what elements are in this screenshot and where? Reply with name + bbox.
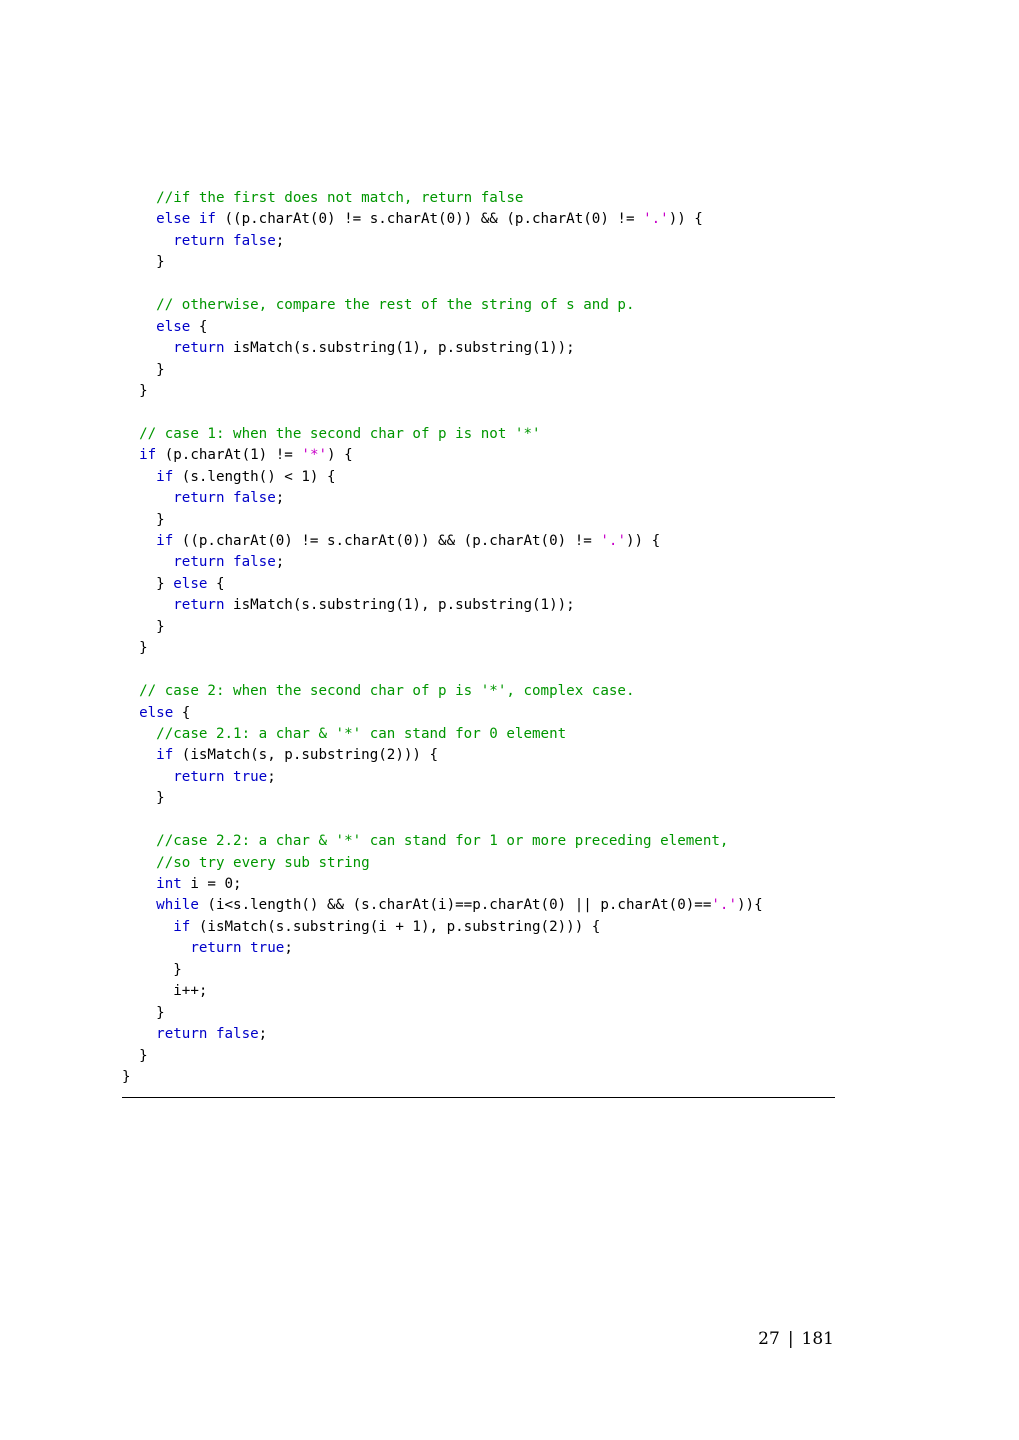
code-text bbox=[122, 769, 173, 785]
code-text: ; bbox=[275, 232, 285, 249]
code-text: } bbox=[122, 382, 148, 399]
page-separator: | bbox=[787, 1329, 794, 1349]
total-pages: 181 bbox=[801, 1329, 834, 1349]
code-line bbox=[122, 317, 834, 338]
code-line bbox=[122, 338, 834, 359]
code-comment: //case 2.2: a char & '*' can stand for 1 or more preceding element, bbox=[156, 833, 729, 850]
code-text bbox=[122, 876, 156, 892]
code-line bbox=[122, 574, 834, 595]
code-line bbox=[122, 252, 834, 273]
code-text: } bbox=[122, 511, 165, 528]
code-text bbox=[122, 211, 156, 227]
code-string: '.' bbox=[711, 897, 738, 914]
code-text: isMatch(s.substring(1), p.substring(1)); bbox=[224, 597, 575, 614]
code-string: '.' bbox=[600, 533, 626, 549]
code-text: (isMatch(s.substring(i + 1), p.substring(2))) { bbox=[190, 918, 601, 935]
code-text: } bbox=[122, 1047, 148, 1064]
code-text bbox=[122, 833, 156, 849]
code-text: i = 0; bbox=[181, 876, 242, 892]
code-line bbox=[122, 402, 834, 423]
code-line bbox=[122, 552, 834, 573]
code-text bbox=[122, 426, 139, 442]
code-line bbox=[122, 488, 834, 509]
code-comment: //so try every sub string bbox=[156, 854, 370, 871]
code-text: ; bbox=[275, 490, 285, 507]
code-text bbox=[122, 597, 173, 613]
code-text: ; bbox=[284, 940, 293, 957]
code-line bbox=[122, 209, 834, 230]
code-line bbox=[122, 703, 834, 724]
code-comment: // case 1: when the second char of p is not '*' bbox=[139, 425, 541, 442]
code-line bbox=[122, 360, 834, 381]
code-keyword: return false bbox=[173, 554, 276, 571]
code-line bbox=[122, 1046, 834, 1067]
code-text bbox=[122, 233, 173, 249]
code-text: { bbox=[173, 704, 191, 721]
code-line bbox=[122, 767, 834, 788]
code-text: } bbox=[122, 361, 165, 378]
code-text bbox=[122, 940, 190, 956]
code-line bbox=[122, 960, 834, 981]
code-text: (p.charAt(1) != bbox=[156, 447, 302, 464]
code-keyword: return bbox=[173, 597, 225, 614]
code-line bbox=[122, 445, 834, 466]
code-line bbox=[122, 831, 834, 852]
code-line bbox=[122, 617, 834, 638]
code-line bbox=[122, 531, 834, 552]
code-text: (s.length() < 1) { bbox=[173, 468, 336, 485]
code-text: } bbox=[122, 640, 148, 657]
code-text bbox=[122, 919, 173, 935]
code-text bbox=[122, 726, 156, 742]
code-text bbox=[122, 490, 173, 506]
code-text bbox=[122, 447, 139, 463]
code-line bbox=[122, 917, 834, 938]
code-text: (isMatch(s, p.substring(2))) { bbox=[173, 747, 439, 764]
code-keyword: if bbox=[156, 747, 174, 764]
code-keyword: return false bbox=[173, 490, 276, 507]
code-text: (i<s.length() && (s.charAt(i)==p.charAt(0) || p.charAt(0)== bbox=[198, 897, 712, 914]
code-keyword: if bbox=[156, 533, 174, 549]
code-keyword: if bbox=[173, 918, 191, 935]
code-line bbox=[122, 274, 834, 295]
code-text: i++; bbox=[122, 983, 208, 1000]
code-keyword: else bbox=[173, 575, 208, 592]
code-line bbox=[122, 188, 834, 209]
page-footer bbox=[700, 1329, 834, 1349]
code-text bbox=[122, 1026, 156, 1042]
code-keyword: return false bbox=[156, 1026, 259, 1043]
code-listing bbox=[122, 188, 834, 1088]
code-comment: //if the first does not match, return false bbox=[156, 190, 524, 206]
code-text bbox=[122, 855, 156, 871]
code-text bbox=[122, 897, 156, 913]
code-comment: // case 2: when the second char of p is '*', complex case. bbox=[139, 683, 635, 700]
code-text bbox=[122, 705, 139, 721]
code-string: '.' bbox=[643, 211, 669, 228]
code-line bbox=[122, 381, 834, 402]
code-comment: //case 2.1: a char & '*' can stand for 0 element bbox=[156, 725, 567, 742]
code-line bbox=[122, 938, 834, 959]
code-text: ) { bbox=[327, 447, 353, 464]
code-line bbox=[122, 467, 834, 488]
code-text bbox=[122, 683, 139, 699]
code-line bbox=[122, 810, 834, 831]
code-line bbox=[122, 424, 834, 445]
code-line bbox=[122, 638, 834, 659]
code-keyword: return true bbox=[173, 768, 268, 785]
code-text: } bbox=[122, 1068, 131, 1085]
code-text bbox=[122, 469, 156, 485]
code-line bbox=[122, 745, 834, 766]
page-number: 27 bbox=[758, 1329, 780, 1349]
code-text bbox=[122, 319, 156, 335]
code-text: } bbox=[122, 961, 182, 978]
code-keyword: if bbox=[156, 468, 174, 485]
code-keyword: else bbox=[156, 318, 191, 335]
code-keyword: return bbox=[173, 340, 225, 357]
code-line bbox=[122, 1003, 834, 1024]
code-text bbox=[122, 340, 173, 356]
code-keyword: int bbox=[156, 876, 182, 892]
code-text: )) { bbox=[625, 533, 661, 549]
code-text bbox=[122, 747, 156, 763]
code-text: } bbox=[122, 790, 165, 807]
code-line bbox=[122, 853, 834, 874]
code-line bbox=[122, 788, 834, 809]
code-line bbox=[122, 1024, 834, 1045]
code-keyword: while bbox=[156, 897, 199, 914]
code-line bbox=[122, 295, 834, 316]
code-line bbox=[122, 510, 834, 531]
code-line bbox=[122, 874, 834, 895]
code-text bbox=[122, 190, 156, 206]
code-text: } bbox=[122, 1004, 165, 1021]
code-keyword: else if bbox=[156, 211, 216, 228]
code-keyword: if bbox=[139, 447, 157, 464]
code-text: ; bbox=[275, 554, 285, 571]
code-keyword: else bbox=[139, 704, 174, 721]
code-line bbox=[122, 660, 834, 681]
code-text: ((p.charAt(0) != s.charAt(0)) && (p.charAt(0) != bbox=[173, 533, 601, 549]
code-text bbox=[122, 554, 173, 570]
code-text: { bbox=[207, 575, 225, 592]
code-line bbox=[122, 981, 834, 1002]
code-line bbox=[122, 681, 834, 702]
code-line bbox=[122, 895, 834, 916]
code-text bbox=[122, 533, 156, 549]
code-text: } bbox=[122, 575, 174, 592]
code-text: } bbox=[122, 254, 165, 271]
code-comment: // otherwise, compare the rest of the string of s and p. bbox=[156, 297, 635, 314]
code-line bbox=[122, 231, 834, 252]
code-text: ((p.charAt(0) != s.charAt(0)) && (p.charAt(0) != bbox=[215, 211, 644, 228]
code-text: isMatch(s.substring(1), p.substring(1)); bbox=[224, 340, 575, 357]
code-string: '*' bbox=[301, 447, 328, 464]
code-text: ; bbox=[258, 1026, 268, 1043]
code-text: )) { bbox=[668, 211, 703, 228]
code-keyword: return true bbox=[190, 940, 285, 957]
code-line bbox=[122, 724, 834, 745]
code-text: { bbox=[190, 318, 208, 335]
code-line bbox=[122, 595, 834, 616]
code-text bbox=[122, 297, 156, 313]
code-keyword: return false bbox=[173, 232, 276, 249]
code-text: } bbox=[122, 618, 165, 635]
listing-bottom-rule bbox=[122, 1097, 835, 1098]
code-text: ; bbox=[267, 768, 276, 785]
code-line bbox=[122, 1067, 834, 1088]
code-text: )){ bbox=[737, 897, 763, 914]
